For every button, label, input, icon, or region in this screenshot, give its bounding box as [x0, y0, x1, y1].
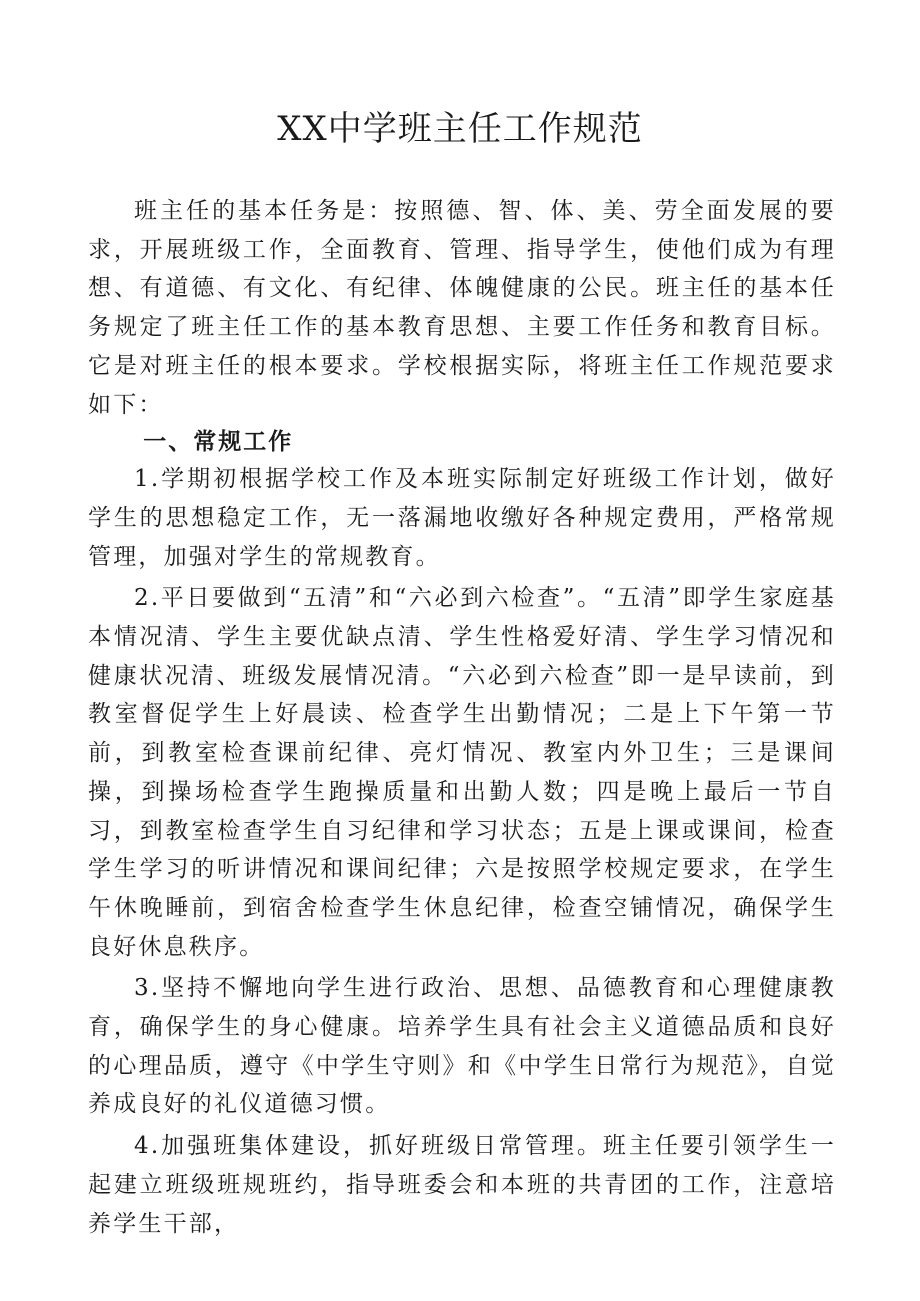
list-item: 2.平日要做到“五清”和“六必到六检查”。“五清”即学生家庭基本情况清、学生主要优缺点清、学生性格爱好清、学生学习情况和健康状况清、班级发展情况清。“六必到六检查”即一是早读前，到教室督促学生上好晨读、检查学生出勤情况；二是上下午第一节前，到教室检查课前纪律、亮灯情况、教室内外卫生；三是课间操，到操场检查学生跑操质量和出勤人数；四是晚上最后一节自习，到教室检查学生自习纪律和学习状态；五是上课或课间，检查学生学习的听讲情况和课间纪律；六是按照学校规定要求，在学生午休晚睡前，到宿舍检查学生休息纪律，检查空铺情况，确保学生良好休息秩序。: [88, 585, 836, 960]
document-body: [88, 192, 836, 1243]
list-item: 4.加强班集体建设，抓好班级日常管理。班主任要引领学生一起建立班级班规班约，指导班委会和本班的共青团的工作，注意培养学生干部，: [88, 1133, 836, 1237]
document-title: XX中学班主任工作规范: [277, 109, 643, 149]
list-item: 1.学期初根据学校工作及本班实际制定好班级工作计划，做好学生的思想稳定工作，无一落漏地收缴好各种规定费用，严格常规管理，加强对学生的常规教育。: [88, 466, 836, 570]
list-item: 3.坚持不懈地向学生进行政治、思想、品德教育和心理健康教育，确保学生的身心健康。培养学生具有社会主义道德品质和良好的心理品质，遵守《中学生守则》和《中学生日常行为规范》，自觉养成良好的礼仪道德习惯。: [88, 975, 836, 1118]
intro-paragraph: 班主任的基本任务是：按照德、智、体、美、劳全面发展的要求，开展班级工作，全面教育、管理、指导学生，使他们成为有理想、有道德、有文化、有纪律、体魄健康的公民。班主任的基本任务规定了班主任工作的基本教育思想、主要工作任务和教育目标。它是对班主任的根本要求。学校根据实际，将班主任工作规范要求如下：: [88, 198, 836, 418]
section-heading: 一、常规工作: [143, 429, 294, 456]
